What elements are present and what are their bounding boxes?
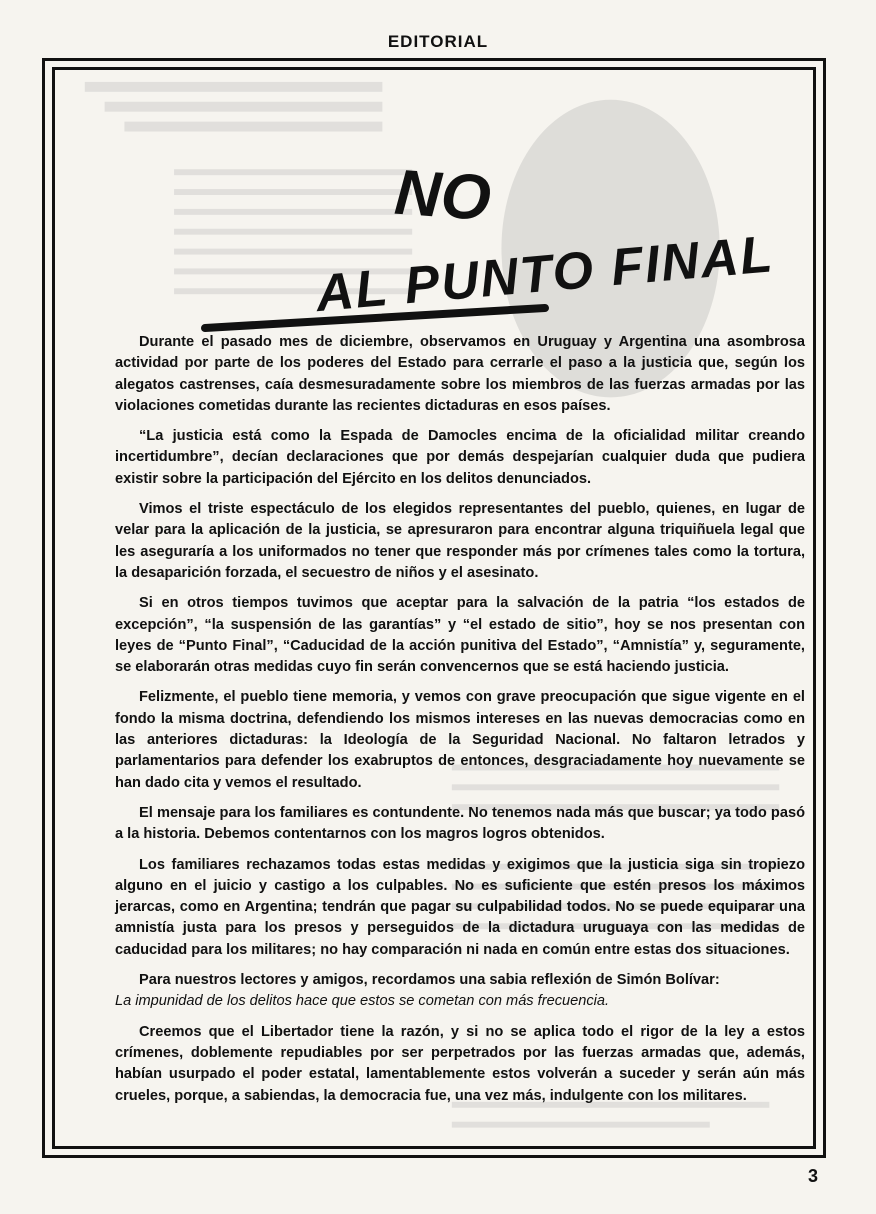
article-body — [115, 332, 805, 1116]
page-frame-inner — [52, 67, 816, 1149]
paragraph-6: El mensaje para los familiares es contundente. No tenemos nada más que buscar; ya todo pasó a la historia. Debemos contentarnos con los magros logros obtenidos. — [115, 804, 805, 843]
paragraph-8: Para nuestros lectores y amigos, recordamos una sabia reflexión de Simón Bolívar: — [139, 972, 720, 989]
headline — [115, 132, 795, 332]
headline-line-1: NO — [392, 155, 494, 235]
paragraph-3: Vimos el triste espectáculo de los elegidos representantes del pueblo, quienes, en lugar de velar para la aplicación de la justicia, se apresuraron para encontrar alguna triquiñuela legal que les aseguraría a los uniformados no tener que responder más por crímenes tales como la tortura, la desaparición forzada, el secuestro de niños y el asesinato. — [115, 501, 805, 581]
bolivar-quote: La impunidad de los delitos hace que estos se cometan con más frecuencia. — [115, 993, 610, 1010]
closing-paragraph: Creemos que el Libertador tiene la razón, y si no se aplica todo el rigor de la ley a estos crímenes, doblemente repudiables por ser perpetrados por las fuerzas armadas que, además, habían usurpado el poder estatal, lamentablemente estos volverán a suceder y serán aún más crueles, porque, a sabiendas, la democracia fue, una vez más, indulgente con los militares. — [115, 1023, 805, 1104]
paragraph-5: Felizmente, el pueblo tiene memoria, y vemos con grave preocupación que sigue vigente en el fondo la misma doctrina, defendiendo los mismos intereses en las nuevas democracias como en las anteriores dictaduras: la Ideología de la Seguridad Nacional. No faltaron letrados y parlamentarios para defender los exabruptos de entonces, desgraciadamente hoy nuevamente se han dado cita y vemos el resultado. — [115, 689, 805, 791]
section-label: EDITORIAL — [387, 32, 489, 51]
headline-line-2: AL PUNTO FINAL — [313, 225, 777, 324]
headline-graphic — [115, 132, 795, 332]
paragraph-1: Durante el pasado mes de diciembre, observamos en Uruguay y Argentina una asombrosa actividad por parte de los poderes del Estado para cerrarle el paso a la justicia que, según los alegatos castrenses, caía desmesuradamente sobre los miembros de las fuerzas armadas por las violaciones cometidas durante las recientes dictaduras en esos países. — [115, 334, 805, 414]
paragraph-7: Los familiares rechazamos todas estas medidas y exigimos que la justicia siga sin tropiezo alguno en el juicio y castigo a los culpables. No es suficiente que estén presos los máximos jerarcas, como en Argentina; tendrán que pagar su culpabilidad todos. No se puede equiparar una amnistía justa para los presos y perseguidos de la dictadura uruguaya con las medidas de caducidad para los militares; no hay comparación ni nada en común entre estas dos situaciones. — [115, 856, 805, 958]
paragraph-4: Si en otros tiempos tuvimos que aceptar para la salvación de la patria “los estados de excepción”, “la suspensión de las garantías” y “el estado de sitio”, hoy se nos presentan con leyes de “Punto Final”, “Caducidad de la acción punitiva del Estado”, “Amnistía” y, seguramente, se elaborarán otras medidas cuyo fin serán convencernos que se está haciendo justicia. — [115, 595, 805, 676]
page-number: 3 — [807, 1166, 818, 1186]
paragraph-2: “La justicia está como la Espada de Damocles encima de la oficialidad militar creando incertidumbre”, decían declaraciones que por demás despejarían cualquier duda que pudiera existir sobre la participación del Ejército en los delitos denunciados. — [115, 428, 805, 487]
